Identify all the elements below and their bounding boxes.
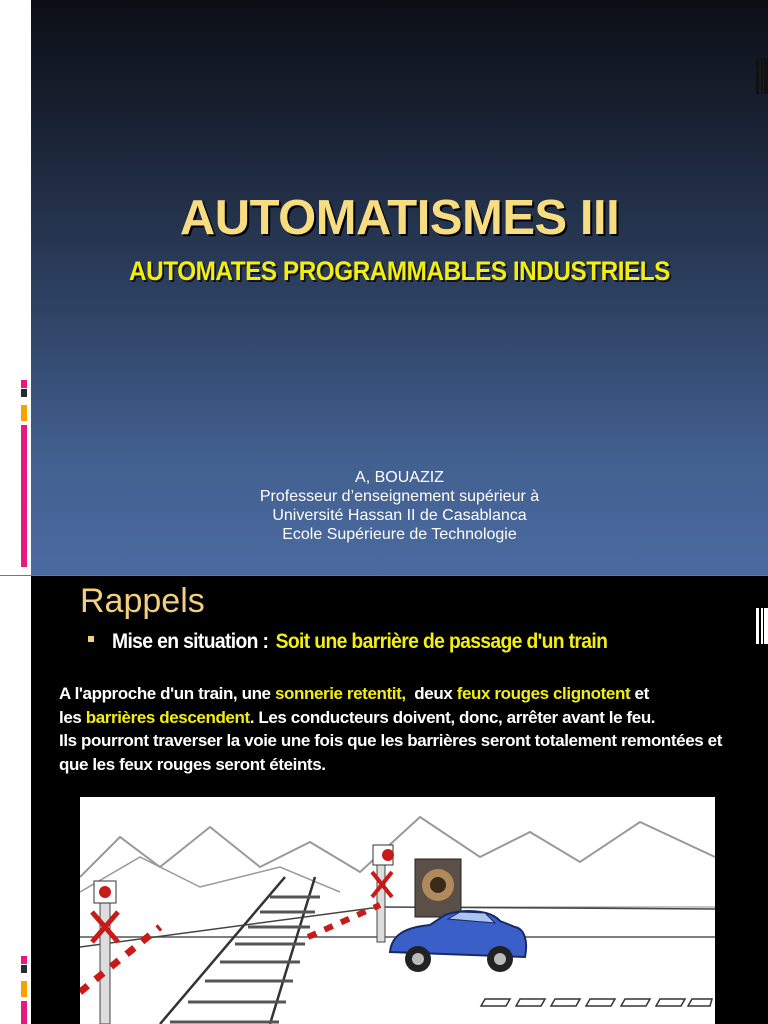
text-run: A l'approche d'un train, une bbox=[59, 684, 275, 703]
text-run: les bbox=[59, 707, 86, 727]
railway-crossing-drawing bbox=[80, 797, 715, 1024]
accent-mark-dark bbox=[21, 965, 27, 973]
bullet-label: Mise en situation : bbox=[112, 630, 269, 653]
author-block bbox=[31, 468, 768, 544]
paragraph-line-2 bbox=[59, 706, 759, 730]
accent-mark-pink bbox=[21, 956, 27, 964]
highlight-sonnerie: sonnerie retentit, bbox=[274, 684, 406, 703]
accent-mark-dark bbox=[21, 389, 27, 397]
decorative-bars bbox=[756, 608, 768, 644]
text-run: et bbox=[630, 684, 649, 703]
railway-crossing-illustration bbox=[80, 797, 715, 1024]
presentation-title: AUTOMATISMES III bbox=[179, 191, 620, 245]
slide-heading: Rappels bbox=[80, 582, 205, 620]
highlight-barrieres: barrières descendent bbox=[85, 707, 250, 727]
bullet-highlight: Soit une barrière de passage d'un train bbox=[275, 630, 608, 653]
accent-mark-orange bbox=[21, 981, 27, 997]
paragraph-line-1 bbox=[59, 682, 759, 706]
bullet-square-icon bbox=[88, 636, 94, 642]
decorative-bars bbox=[756, 58, 768, 94]
text-run: deux bbox=[405, 684, 457, 703]
highlight-feux: feux rouges clignotent bbox=[456, 684, 631, 703]
accent-bar-pink bbox=[21, 425, 27, 567]
bullet-item bbox=[112, 630, 607, 654]
accent-mark-orange bbox=[21, 405, 27, 421]
author-title: Professeur d’enseignement supérieur à bbox=[259, 488, 540, 505]
author-university: Université Hassan II de Casablanca bbox=[272, 507, 527, 524]
text-run: . Les conducteurs doivent, donc, arrêter avant le feu. bbox=[249, 707, 656, 727]
accent-mark-pink bbox=[21, 380, 27, 388]
accent-bar-pink bbox=[21, 1001, 27, 1024]
presentation-subtitle: AUTOMATES PROGRAMMABLES INDUSTRIELS bbox=[129, 256, 670, 286]
paragraph-line-4: que les feux rouges seront éteints. bbox=[59, 754, 326, 774]
paragraph-line-3: Ils pourront traverser la voie une fois que les barrières seront totalement remontées et bbox=[59, 731, 722, 750]
content-slide bbox=[0, 576, 768, 1024]
author-school: Ecole Supérieure de Technologie bbox=[282, 526, 517, 543]
description-paragraph bbox=[59, 682, 759, 776]
author-name: A, BOUAZIZ bbox=[355, 469, 444, 486]
